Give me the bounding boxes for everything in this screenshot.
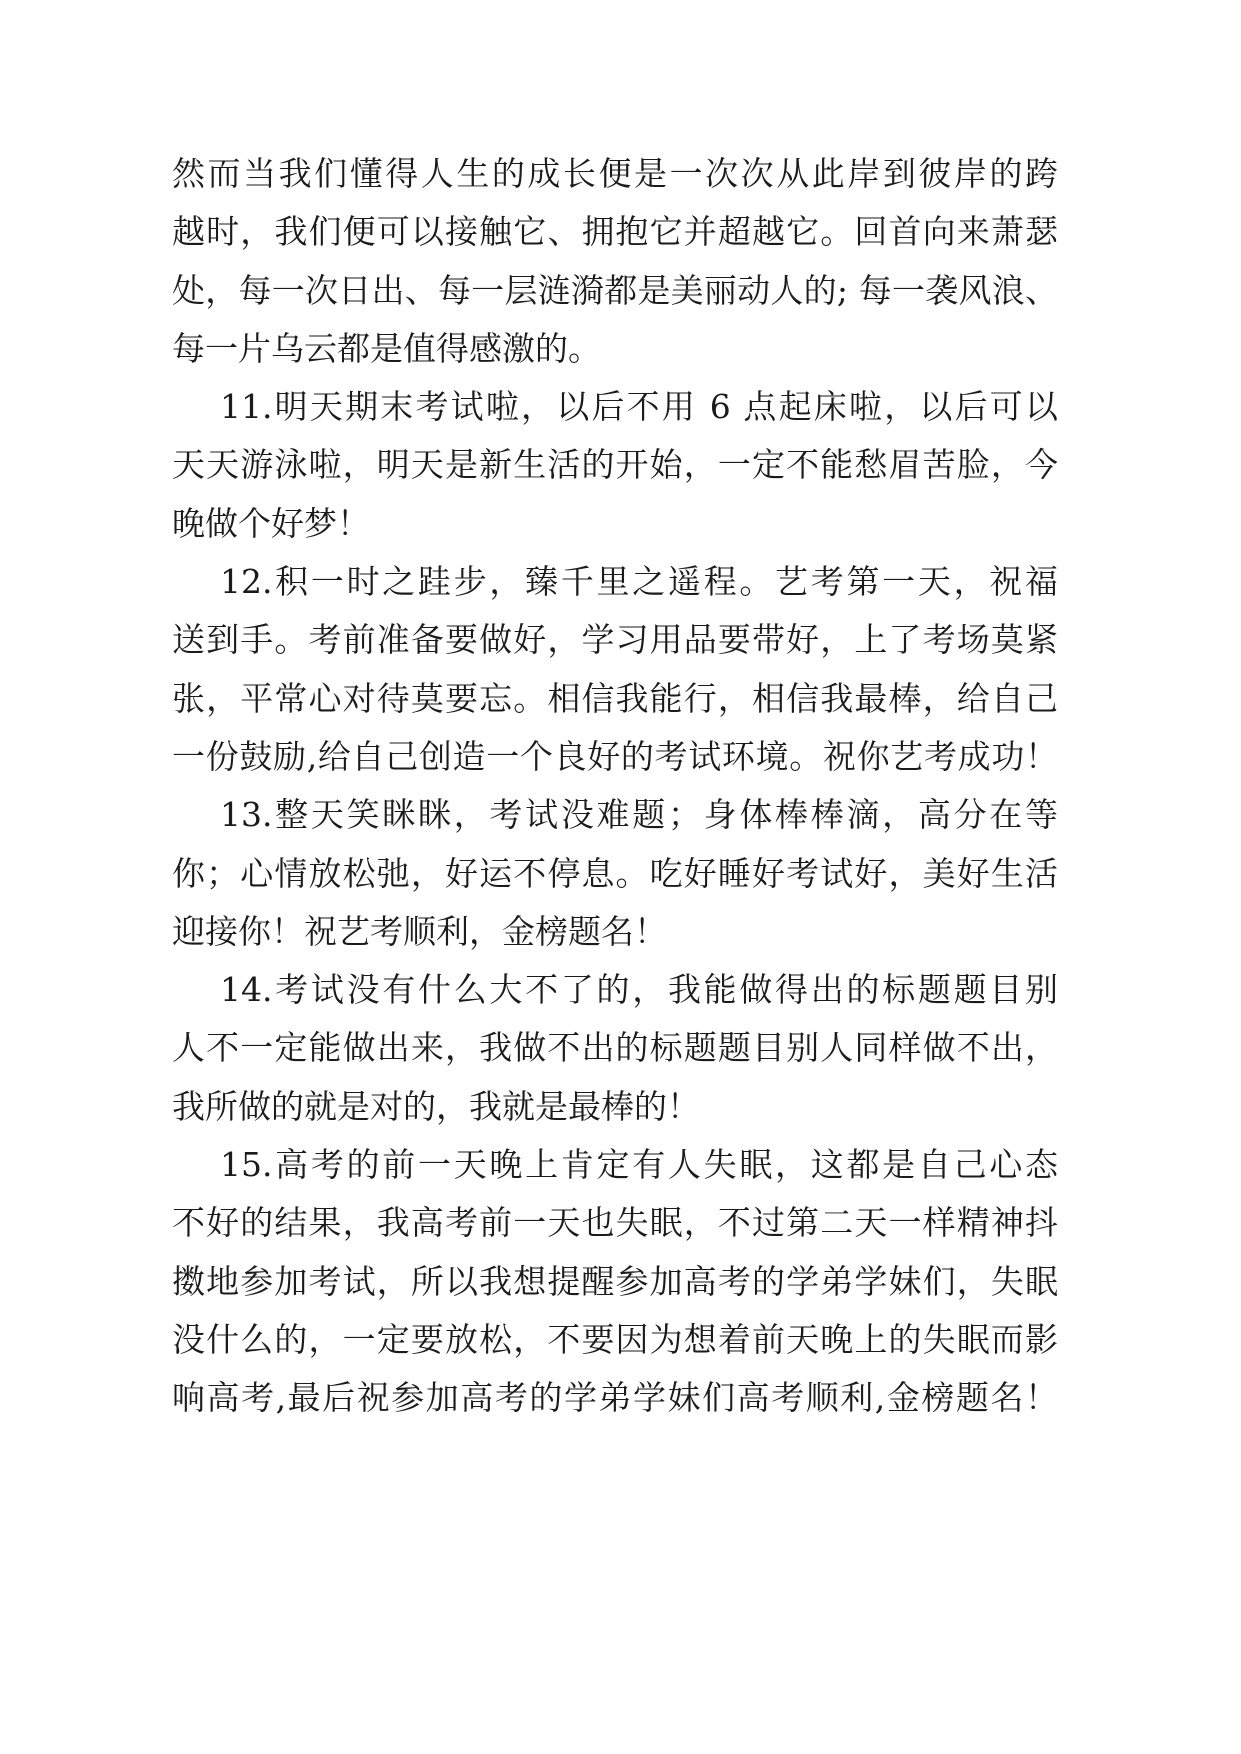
paragraph [172,786,1058,961]
text-line: 每一片乌云都是值得感激的。 [172,328,601,368]
text-line: 天天游泳啦，明天是新生活的开始，一定不能愁眉苦脸，今 [172,445,1058,485]
text-line: 然而当我们懂得人生的成长便是一次次从此岸到彼岸的跨 [172,154,1058,193]
text-line: 晚做个好梦！ [172,503,370,543]
paragraph [172,1136,1058,1427]
text-line: 13.整天笑眯眯，考试没难题；身体棒棒滴，高分在等 [220,795,1058,835]
document-content [172,145,1058,1428]
text-line: 11.明天期末考试啦，以后不用 6 点起床啦，以后可以 [220,387,1058,427]
text-line: 送到手。考前准备要做好，学习用品要带好，上了考场莫紧 [172,620,1058,660]
text-line: 一份鼓励,给自己创造一个良好的考试环境。祝你艺考成功！ [172,736,1058,776]
text-line: 张，平常心对待莫要忘。相信我能行，相信我最棒，给自己 [172,678,1058,718]
text-line: 响高考,最后祝参加高考的学弟学妹们高考顺利,金榜题名！ [172,1378,1058,1418]
text-line: 擞地参加考试，所以我想提醒参加高考的学弟学妹们，失眠 [172,1261,1058,1301]
paragraph [172,961,1058,1136]
text-line: 迎接你！祝艺考顺利，金榜题名！ [172,911,667,951]
text-line: 处，每一次日出、每一层涟漪都是美丽动人的; 每一袭风浪、 [172,270,1058,310]
paragraph [172,378,1058,553]
text-line: 15.高考的前一天晚上肯定有人失眠，这都是自己心态 [220,1145,1058,1185]
text-line: 不好的结果，我高考前一天也失眠，不过第二天一样精神抖 [172,1203,1058,1243]
paragraph [172,553,1058,786]
text-line: 你；心情放松弛，好运不停息。吃好睡好考试好，美好生活 [172,853,1058,893]
paragraph [172,145,1058,378]
text-line: 12.积一时之跬步，臻千里之遥程。艺考第一天，祝福 [220,562,1058,602]
text-line: 14.考试没有什么大不了的，我能做得出的标题题目别 [220,970,1058,1010]
text-line: 人不一定能做出来，我做不出的标题题目别人同样做不出， [172,1028,1058,1068]
text-line: 越时，我们便可以接触它、拥抱它并超越它。回首向来萧瑟 [172,212,1058,252]
text-line: 没什么的，一定要放松，不要因为想着前天晚上的失眠而影 [172,1319,1058,1359]
text-line: 我所做的就是对的，我就是最棒的！ [172,1086,700,1126]
